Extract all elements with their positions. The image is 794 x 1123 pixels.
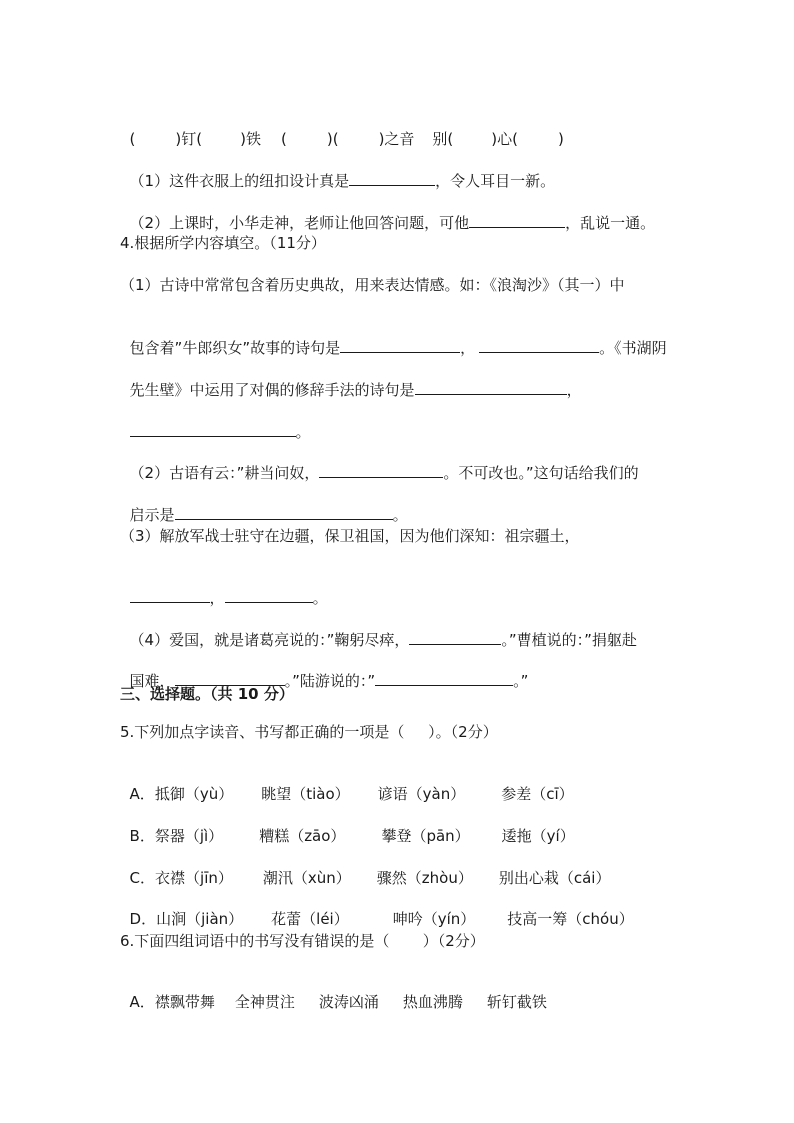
q3-sentence-2: （2）上课时，小华走神，老师让他回答问题，可他 ，乱说一通。 [129, 214, 656, 232]
answer-blank[interactable] [175, 504, 393, 520]
answer-blank[interactable] [409, 629, 501, 645]
answer-blank[interactable] [469, 212, 565, 228]
answer-blank[interactable] [130, 421, 296, 437]
q4-part1-line1: （1）古诗中常常包含着历史典故，用来表达情感。如：《浪淘沙》（其一）中 [120, 276, 625, 294]
answer-blank[interactable] [375, 670, 513, 686]
answer-blank[interactable] [319, 462, 443, 478]
answer-blank[interactable] [225, 587, 313, 603]
idiom-text: ( [280, 130, 287, 148]
q5-option-c[interactable]: C．衣襟（jīn） 潮汛（xùn） 骤然（zhòu） 别出心栽（cái） [129, 869, 611, 887]
answer-blank[interactable] [130, 587, 210, 603]
q5-option-d[interactable]: D．山涧（jiàn） 花蕾（léi） 呻吟（yín） 技高一筹（chóu） [129, 910, 634, 928]
idiom-text: 别( [432, 130, 454, 148]
q4-title: 4.根据所学内容填空。（11分） [120, 234, 326, 252]
section-title: 三、选择题。（共 10 分） [120, 685, 294, 703]
q4-part1-line4: 。 [120, 401, 311, 442]
answer-blank[interactable] [479, 337, 599, 353]
idiom-text: )之音 [378, 130, 415, 148]
q4-part1-line3: 先生壁》中运用了对偶的修辞手法的诗句是 ， [129, 381, 582, 399]
idiom-text: )钉( [175, 130, 203, 148]
answer-blank[interactable] [349, 170, 435, 186]
answer-blank[interactable] [415, 379, 567, 395]
idiom-text: ( [129, 130, 136, 148]
q6-option-a[interactable]: A．襟飘带舞 全神贯注 波涛凶涌 热血沸腾 斩钉截铁 [129, 993, 547, 1011]
q5-option-a[interactable]: A．抵御（yù） 眺望（tiào） 谚语（yàn） 参差（cī） [129, 785, 574, 803]
q6-title: 6.下面四组词语中的书写没有错误的是（ ）（2分） [120, 932, 485, 950]
idiom-fill-line [120, 109, 564, 149]
q4-part4-line1: （4）爱国，就是诸葛亮说的：”鞠躬尽瘁， 。”曹植说的：”捐躯赴 [129, 631, 637, 649]
q4-part2-line2: 启示是 。 [129, 506, 408, 524]
idiom-text: ) [558, 130, 564, 148]
idiom-text: )铁 [240, 130, 261, 148]
q4-part2-line1: （2）古语有云：”耕当问奴， 。不可改也。”这句话给我们的 [129, 464, 639, 482]
q4-part3-line2: ， 。 [120, 567, 328, 608]
q3-sentence-1: （1）这件衣服上的纽扣设计真是 ，令人耳目一新。 [129, 172, 556, 190]
idiom-text: )( [326, 130, 339, 148]
q5-title: 5.下列加点字读音、书写都正确的一项是（ ）。（2分） [120, 723, 498, 741]
idiom-text: )心( [491, 130, 518, 148]
q4-part4-line2: 国难， 。”陆游说的：” 。” [129, 672, 529, 690]
q4-part1-line2: 包含着”牛郎织女”故事的诗句是 ， 。《书湖阴 [129, 339, 667, 357]
q5-option-b[interactable]: B．祭器（jì） 糟糕（zāo） 攀登（pān） 逶拖（yí） [129, 827, 575, 845]
answer-blank[interactable] [340, 337, 460, 353]
q4-part3-line1: （3）解放军战士驻守在边疆，保卫祖国，因为他们深知：祖宗疆土， [120, 527, 580, 545]
